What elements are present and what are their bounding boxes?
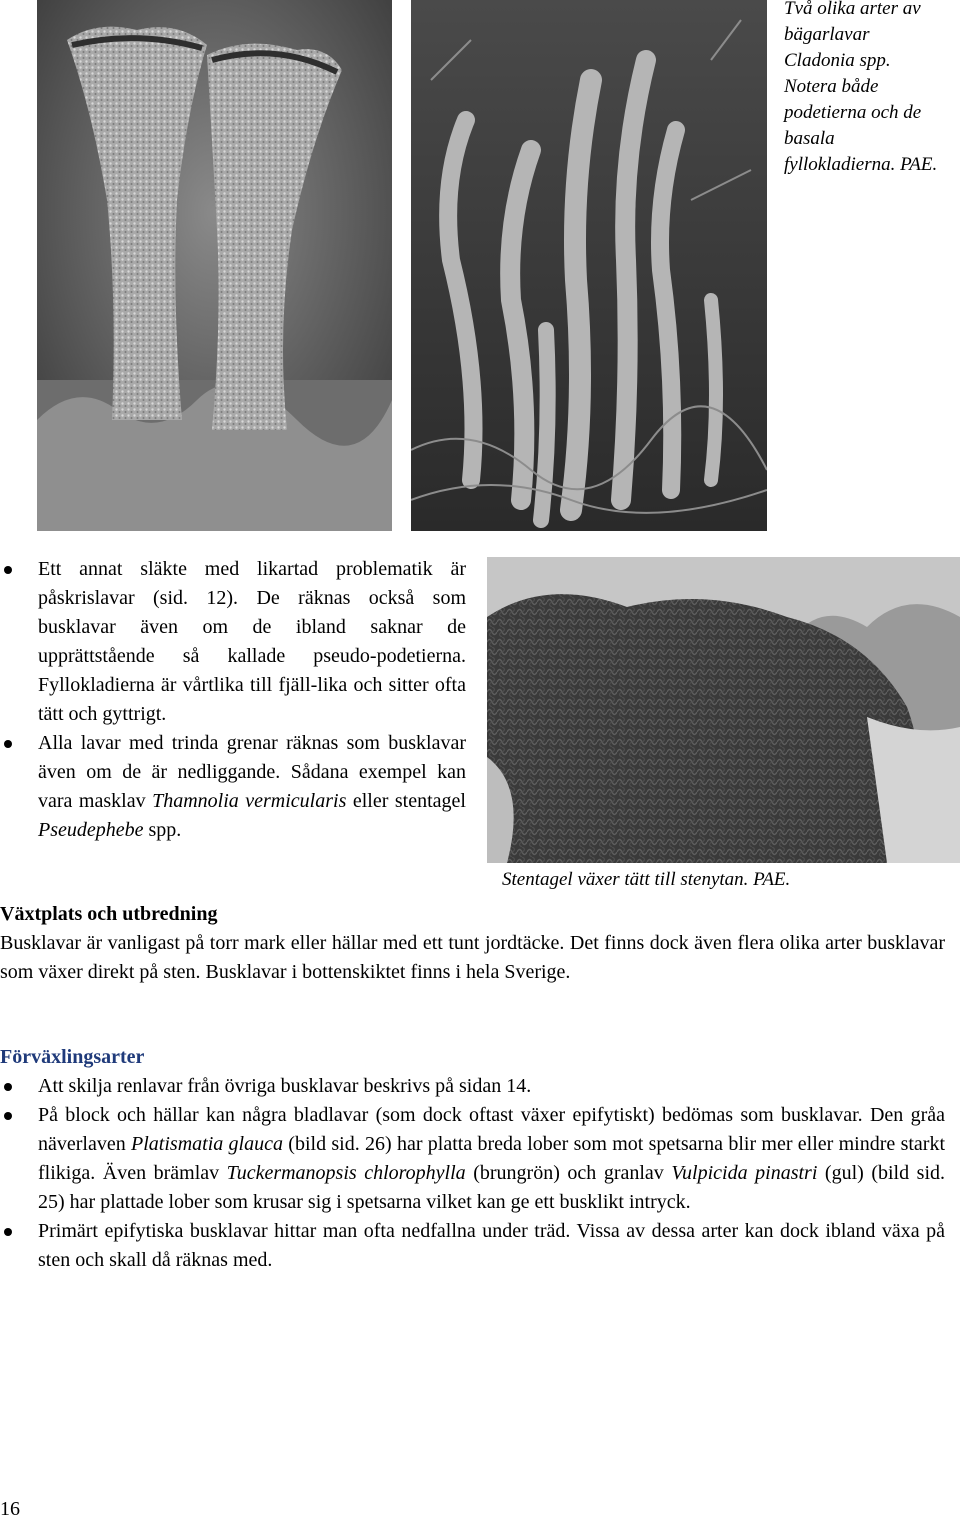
bullet-text-part: spp. — [143, 819, 182, 841]
bullet-text-part: (brungrön) och granlav — [465, 1162, 672, 1184]
bullet-text-part: eller stentagel — [346, 790, 466, 812]
section-habitat — [0, 900, 945, 987]
bullet-text-part: (gul) (bild sid. 25) har plattade lober som krusar sig i spetsarna vilket kan ge ett busklikt intryck. — [38, 1162, 945, 1213]
photo-stentagel — [487, 557, 960, 863]
list-item — [0, 1072, 945, 1101]
section-body: Busklavar är vanligast på torr mark eller hällar med ett tunt jordtäcke. Det finns dock även flera olika arter busklavar som växer direkt på sten. Busklavar i bottenskiktet finns i hela Sverige. — [0, 932, 945, 983]
bullet-text-part: På block och hällar kan några bladlavar (som dock oftast växer epifytiskt) bedömas som busklavar. Den gråa näverlaven — [38, 1104, 945, 1155]
bullet-text: Primärt epifytiska busklavar hittar man ofta nedfallna under träd. Vissa av dessa arter kan dock ibland växa på sten och skall då räknas med. — [38, 1220, 945, 1271]
confusion-bullet-list — [0, 1072, 945, 1275]
bullet-text: Ett annat släkte med likartad problematik är påskrislavar (sid. 12). De räknas också som busklavar även om de ibland saknar de upprättstående så kallade pseudo-podetierna. Fyllokladierna är vårtlika till fjäll-lika och sitter ofta tätt och gyttrigt. — [38, 558, 466, 725]
species-name: Vulpicida pinastri — [671, 1162, 818, 1184]
list-item — [0, 1101, 945, 1217]
photo-cup-lichens — [37, 0, 392, 531]
bullet-icon — [4, 566, 12, 574]
intro-bullet-list — [0, 555, 466, 845]
bullet-icon — [4, 1112, 12, 1120]
bullet-icon — [4, 740, 12, 748]
section-confusion-species — [0, 1043, 945, 1275]
section-heading: Förväxlingsarter — [0, 1046, 145, 1068]
photo-cladonia-podetia — [411, 0, 767, 531]
species-name: Platismatia glauca — [131, 1133, 283, 1155]
bullet-text-part: Alla lavar med trinda grenar räknas som busklavar även om de är nedliggande. Sådana exempel kan vara masklav — [38, 732, 466, 812]
bullet-icon — [4, 1228, 12, 1236]
bullet-text: Att skilja renlavar från övriga busklavar beskrivs på sidan 14. — [38, 1075, 532, 1097]
caption-cup-lichens: Två olika arter av bägarlavar Cladonia spp. Notera både podetierna och de basala fyllokladierna. PAE. — [784, 0, 938, 175]
section-heading: Växtplats och utbredning — [0, 903, 218, 925]
list-item — [0, 729, 466, 845]
species-name: Pseudephebe — [38, 819, 144, 841]
list-item — [0, 555, 466, 729]
bullet-text-part: (bild sid. 26) har platta breda lober som mot spetsarna blir mer eller mindre starkt flikiga. Även brämlav — [38, 1133, 945, 1184]
species-name: Thamnolia vermicularis — [152, 790, 347, 812]
caption-stentagel: Stentagel växer tätt till stenytan. PAE. — [502, 869, 791, 890]
page-number: 16 — [0, 1498, 20, 1520]
bullet-icon — [4, 1083, 12, 1091]
species-name: Tuckermanopsis chlorophylla — [226, 1162, 466, 1184]
list-item — [0, 1217, 945, 1275]
